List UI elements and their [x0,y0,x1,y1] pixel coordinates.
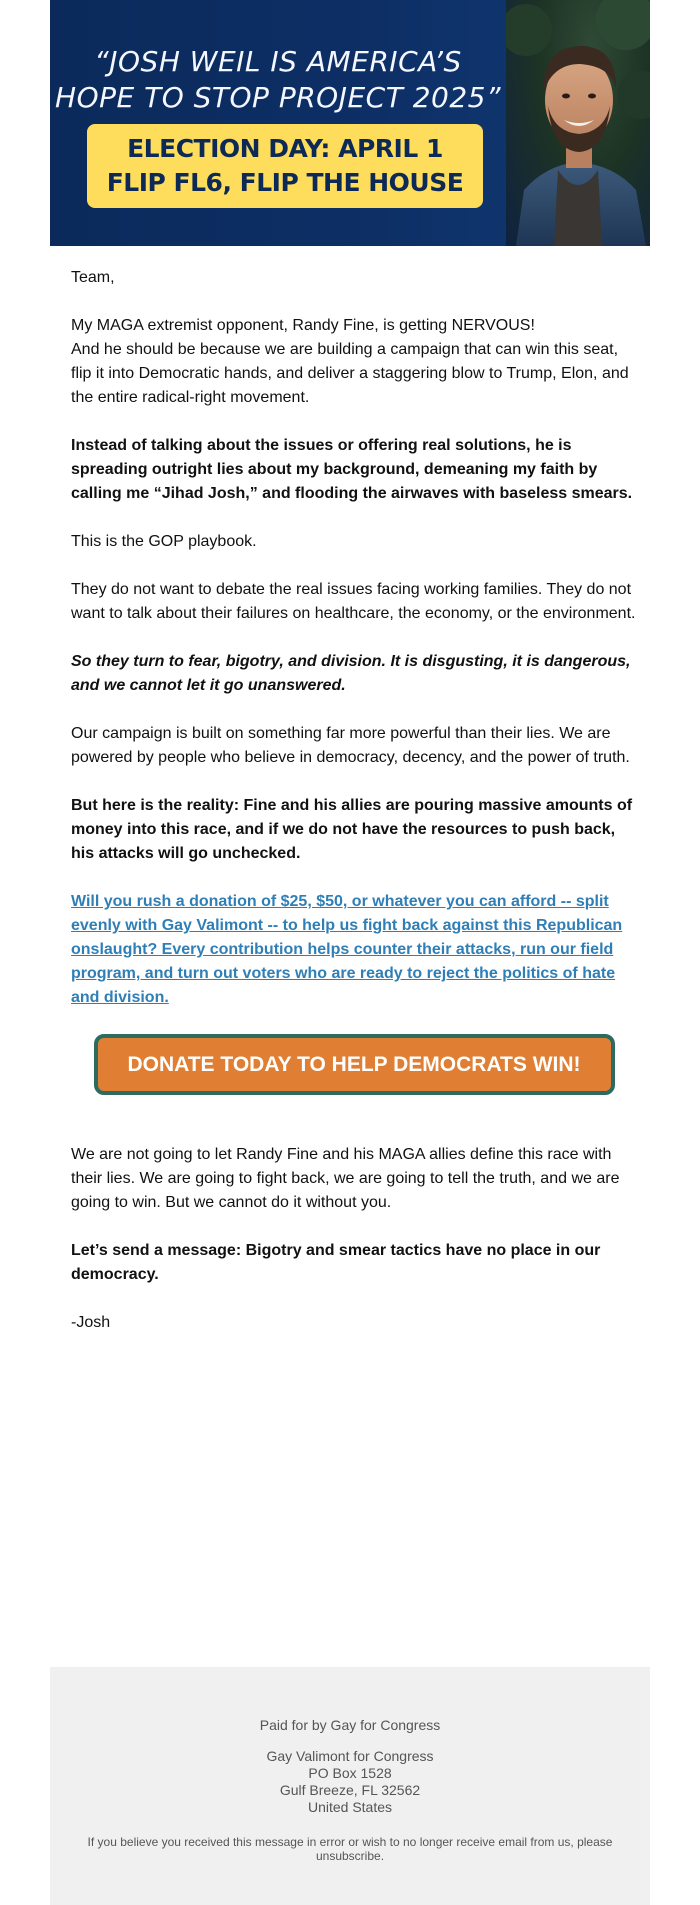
paragraph-fear-bigotry: So they turn to fear, bigotry, and division. It is disgusting, it is dangerous, and we cannot let it go unanswered. [71,653,631,694]
paragraph-gop-playbook: This is the GOP playbook. [71,533,257,550]
flip-house-text: FLIP FL6, FLIP THE HOUSE [106,168,464,197]
mailing-address [50,1748,650,1816]
election-day-box [87,124,483,208]
paragraph-opponent-nervous-line1: My MAGA extremist opponent, Randy Fine, is getting NERVOUS! [71,317,535,334]
banner-quote: “JOSH WEIL IS AMERICA’S HOPE TO STOP PROJECT 2025” [55,45,501,114]
paragraph-opponent-nervous-line2: And he should be because we are building a campaign that can win this seat, flip it into Democratic hands, and deliver a staggering blow to Trump, Elon, and the entire radical-right movement. [71,341,629,406]
unsubscribe-link[interactable]: unsubscribe [315,1849,381,1863]
donate-button[interactable]: DONATE TODAY TO HELP DEMOCRATS WIN! [94,1034,615,1095]
address-city: Gulf Breeze, FL 32562 [279,1782,421,1798]
email-body [71,266,637,1359]
footer [50,1667,650,1905]
greeting: Team, [71,269,115,286]
paragraph-campaign-power: Our campaign is built on something far more powerful than their lies. We are powered by people who believe in democracy, decency, and the power of truth. [71,725,630,766]
election-day-text: ELECTION DAY: APRIL 1 [127,134,443,163]
paid-for-notice: Paid for by Gay for Congress [259,1717,441,1733]
paragraph-real-issues: They do not want to debate the real issues facing working families. They do not want to talk about their failures on healthcare, the economy, or the environment. [71,581,636,622]
unsubscribe-notice [80,1835,620,1863]
paragraph-lies: Instead of talking about the issues or offering real solutions, he is spreading outright lies about my background, demeaning my faith by calling me “Jihad Josh,” and flooding the airwaves with baseless smears. [71,437,633,502]
paragraph-reality: But here is the reality: Fine and his allies are pouring massive amounts of money into this race, and if we do not have the resources to push back, his attacks will go unchecked. [71,797,633,862]
paragraph-send-message: Let’s send a message: Bigotry and smear tactics have no place in our democracy. [71,1242,601,1283]
unsubscribe-period: . [380,1849,385,1863]
signoff: -Josh [71,1314,111,1331]
address-po-box: PO Box 1528 [308,1765,392,1781]
donation-link[interactable]: Will you rush a donation of $25, $50, or whatever you can afford -- split evenly with Gay Valimont -- to help us fight back against this Republican onslaught? Every contribution helps counter their attacks, run our field program, and turn out voters who are ready to reject the politics of hate and division. [71,893,623,1006]
paragraph-opponent-nervous [71,314,637,410]
spacer [71,1095,637,1143]
address-country: United States [307,1799,393,1815]
unsubscribe-text: If you believe you received this message in error or wish to no longer receive email from us, please [87,1835,613,1849]
address-org: Gay Valimont for Congress [266,1748,434,1764]
paragraph-donation-ask [71,890,637,1010]
header-banner [50,0,650,246]
candidate-portrait-image [506,0,650,246]
donate-button-wrap [71,1034,637,1095]
candidate-portrait [506,0,650,246]
paragraph-fight-back: We are not going to let Randy Fine and his MAGA allies define this race with their lies. We are going to fight back, we are going to tell the truth, and we are going to win. But we cannot do it without you. [71,1146,620,1211]
email-container [50,0,650,1905]
